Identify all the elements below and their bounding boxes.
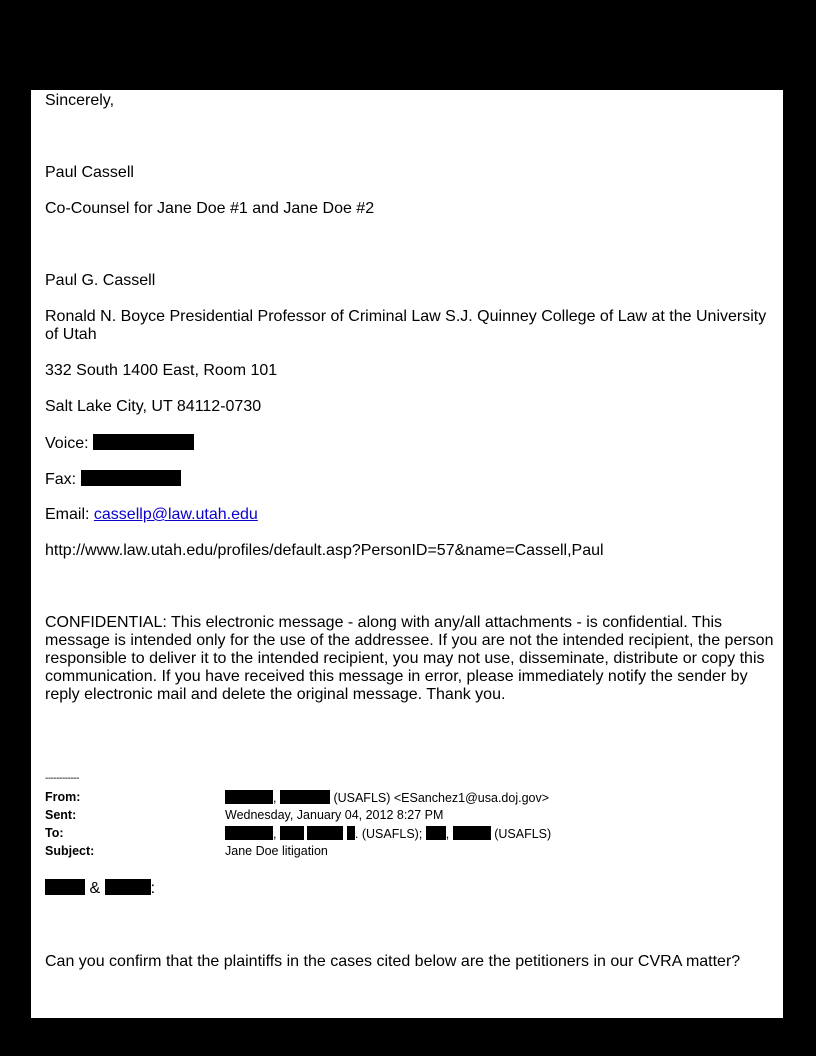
address-line-1: 332 South 1400 East, Room 101 [45,362,278,379]
address-line-2: Salt Lake City, UT 84112-0730 [45,398,262,415]
forwarded-question: Can you confirm that the plaintiffs in the cases cited below are the petitioners in our CVRA matter? [45,953,741,970]
email-link[interactable]: cassellp@law.utah.edu [93,506,258,523]
redaction-block [347,826,355,840]
to-label: To: [45,826,64,840]
redaction-block [45,879,85,895]
signer-name: Paul Cassell [45,164,134,181]
subject-label: Subject: [45,844,95,858]
redaction-block [280,826,304,840]
voice-label: Voice: [45,435,89,452]
redaction-block [453,826,491,840]
closing-text: Sincerely, [45,92,115,109]
fax-label: Fax: [45,471,77,488]
voice-line [45,434,194,453]
redaction-block [105,879,151,895]
header-separator: ------------ [45,773,79,784]
sent-label: Sent: [45,808,77,822]
redaction-block [81,470,181,486]
redaction-block [225,790,273,804]
from-value: (USAFLS) <ESanchez1@usa.doj.gov> [333,791,550,805]
redaction-block [280,790,330,804]
confidential-notice: CONFIDENTIAL: This electronic message - along with any/all attachments - is confidential. This message is intended only for the use of the addressee. If you are not the intended recipient, the person responsible to deliver it to the intended recipient, you may not use, disseminate, distribute or copy this communication. If you have received this message in error, please immediately notify the sender by reply electronic mail and delete the original message. Thank you. [45,614,774,703]
redaction-block [307,826,343,840]
redaction-block [93,434,194,450]
to-part-1: . (USAFLS); [354,827,423,841]
greeting-colon: : [150,880,156,897]
from-label: From: [45,790,81,804]
signature-full-name: Paul G. Cassell [45,272,156,289]
email-line [45,506,258,524]
redaction-block [225,826,273,840]
fax-line [45,470,181,489]
from-value-line: , (USAFLS) <ESanchez1@usa.doj.gov> [225,790,549,806]
greeting-line [45,879,155,898]
email-label: Email: [45,506,90,523]
redaction-block [426,826,446,840]
profile-url: http://www.law.utah.edu/profiles/default.asp?PersonID=57&name=Cassell,Paul [45,542,604,559]
sent-value: Wednesday, January 04, 2012 8:27 PM [225,808,444,822]
signer-role: Co-Counsel for Jane Doe #1 and Jane Doe #2 [45,200,375,217]
subject-value: Jane Doe litigation [225,844,328,858]
greeting-ampersand: & [89,880,101,897]
to-part-2: (USAFLS) [494,827,552,841]
to-value-line: , . (USAFLS); , (USAFLS) [225,826,551,842]
signature-title: Ronald N. Boyce Presidential Professor of Criminal Law S.J. Quinney College of Law at the University of Utah [45,308,767,343]
document-page [31,90,783,1018]
